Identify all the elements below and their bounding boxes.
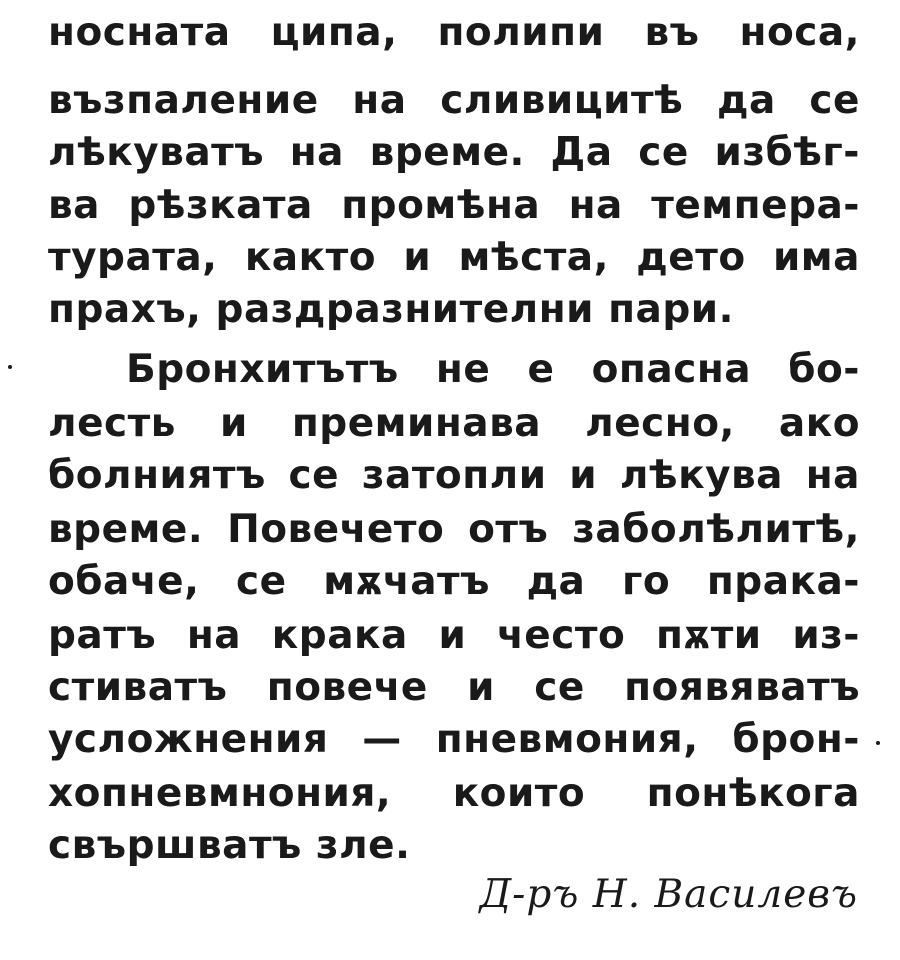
text-line: време. Повечето отъ заболѣлитѣ, — [48, 507, 860, 552]
text-line: болниятъ се затопли и лѣкува на — [48, 453, 860, 498]
text-line: стиватъ повече и се появяватъ — [48, 665, 860, 710]
text-line: обаче, се мѫчатъ да го прака- — [48, 559, 860, 604]
text-line: хопневмнония, които понѣкога — [48, 771, 860, 816]
text-line: свършватъ зле. — [48, 823, 411, 868]
author-signature: Д-ръ Н. Василевъ — [479, 872, 858, 917]
text-line: лесть и преминава лесно, ако — [48, 401, 860, 446]
text-line: възпаление на сливицитѣ да се — [48, 78, 860, 123]
text-line: носната ципа, полипи въ носа, — [48, 10, 860, 55]
text-line: прахъ, раздразнителни пари. — [48, 287, 734, 332]
print-speck — [876, 741, 880, 745]
text-line: усложнения — пневмония, брон- — [48, 717, 860, 762]
text-line: турата, както и мѣста, дето има — [48, 235, 860, 280]
text-line-indented: Бронхитътъ не е опасна бо- — [126, 347, 860, 392]
print-speck — [8, 365, 12, 369]
text-line: лѣкуватъ на време. Да се избѣг- — [48, 130, 860, 175]
text-line: ратъ на крака и често пѫти из- — [48, 613, 860, 658]
text-line: ва рѣзката промѣна на темпера- — [48, 183, 860, 228]
